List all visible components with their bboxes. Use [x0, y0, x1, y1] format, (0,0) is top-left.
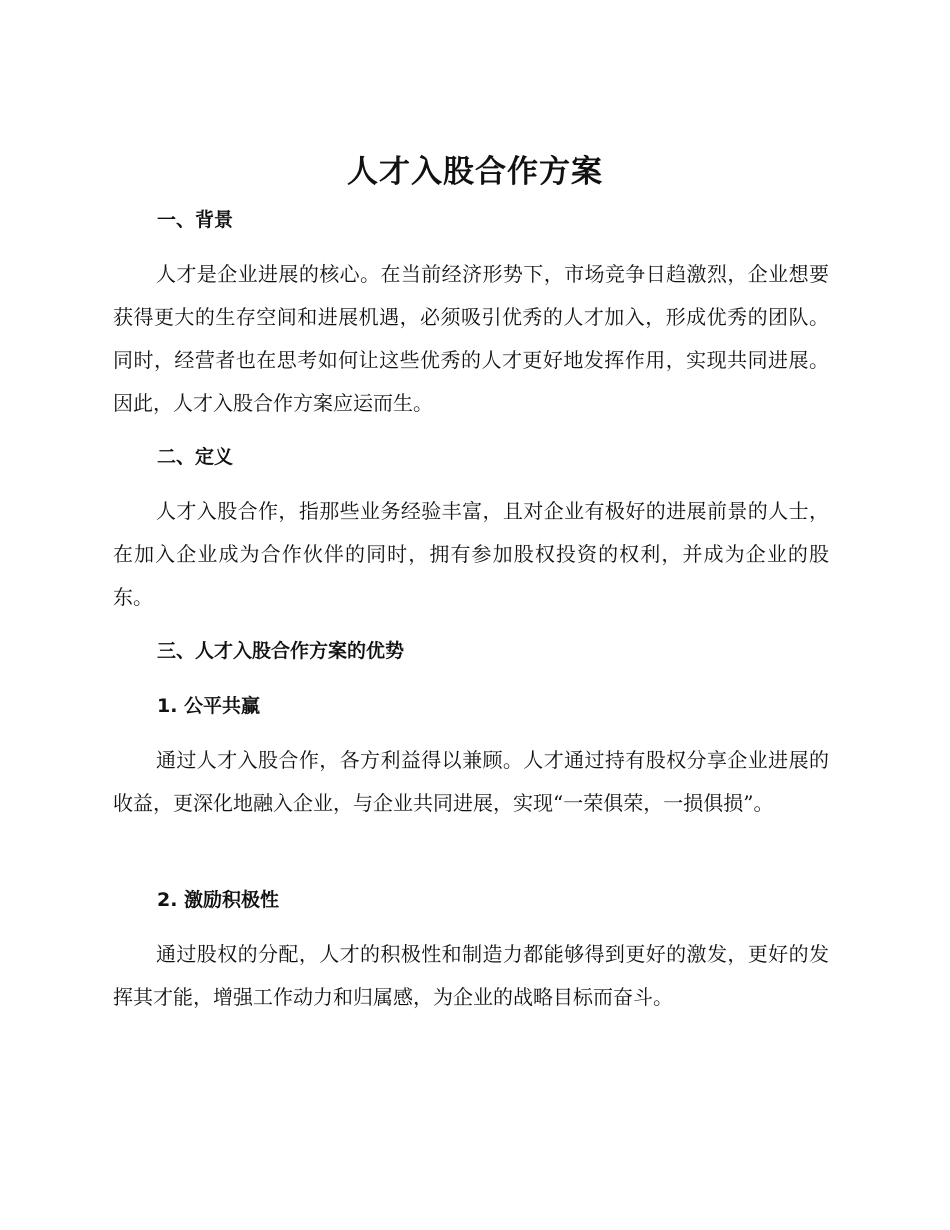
section-paragraph-definition: 人才入股合作，指那些业务经验丰富，且对企业有极好的进展前景的人士，在加入企业成为合作伙伴的同时，拥有参加股权投资的权利，并成为企业的股东。: [113, 499, 829, 609]
section-heading-definition: 二、定义: [157, 446, 234, 468]
subsection-paragraph-motivation: 通过股权的分配，人才的积极性和制造力都能够得到更好的激发，更好的发挥其才能，增强工作动力和归属感，为企业的战略目标而奋斗。: [113, 942, 829, 1009]
section-heading-background: 一、背景: [157, 209, 234, 231]
subsection-heading-fair-win: 1. 公平共赢: [157, 695, 261, 717]
document-title: 人才入股合作方案: [347, 154, 603, 190]
section-paragraph-background: 人才是企业进展的核心。在当前经济形势下，市场竞争日趋激烈，企业想要获得更大的生存空间和进展机遇，必须吸引优秀的人才加入，形成优秀的团队。同时，经营者也在思考如何让这些优秀的人才更好地发挥作用，实现共同进展。因此，人才入股合作方案应运而生。: [113, 262, 829, 415]
subsection-heading-motivation: 2. 激励积极性: [157, 889, 280, 911]
section-heading-advantages: 三、人才入股合作方案的优势: [157, 640, 405, 662]
subsection-paragraph-fair-win: 通过人才入股合作，各方利益得以兼顾。人才通过持有股权分享企业进展的收益，更深化地融入企业，与企业共同进展，实现“一荣俱荣，一损俱损”。: [113, 748, 829, 815]
